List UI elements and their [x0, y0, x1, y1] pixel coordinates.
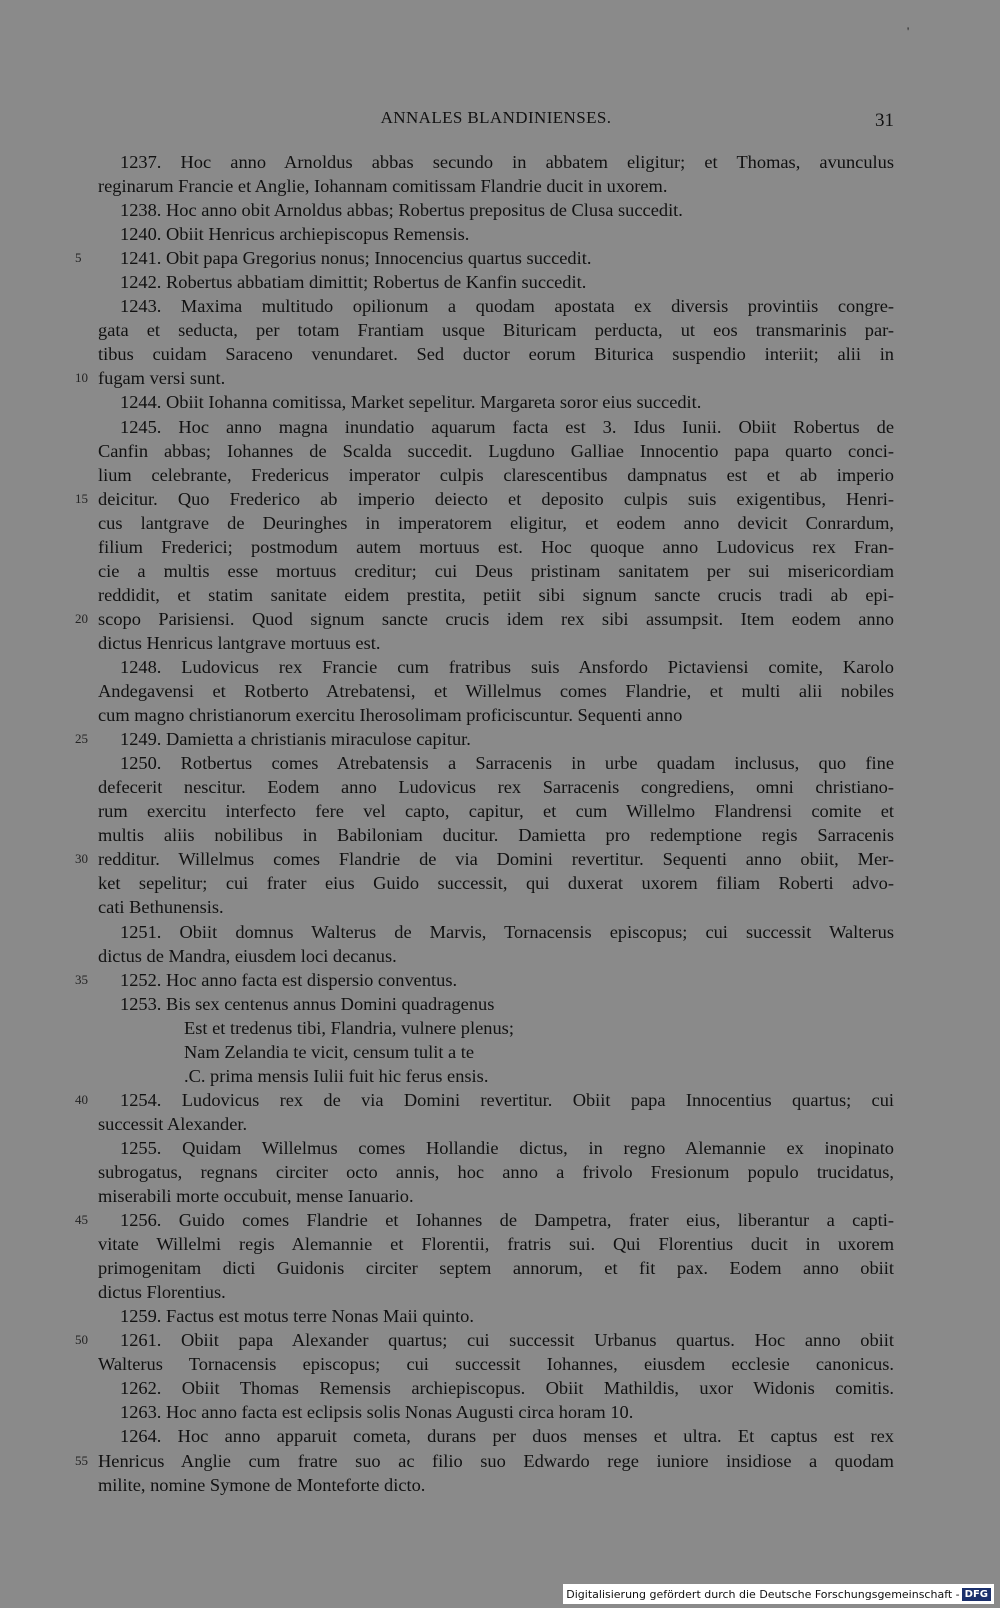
text-line — [98, 1424, 894, 1448]
line-text: 1238. Hoc anno obit Arnoldus abbas; Robertus prepositus de Clusa succedit. — [120, 200, 683, 221]
line-text: 1263. Hoc anno facta est eclipsis solis Nonas Augusti circa horam 10. — [120, 1402, 634, 1423]
text-line — [98, 703, 894, 727]
line-text: 1251. Obiit domnus Walterus de Marvis, Tornacensis episcopus; cui successit Walterus — [120, 921, 894, 942]
line-number: 45 — [75, 1212, 88, 1228]
text-line — [98, 1136, 894, 1160]
line-number: 20 — [75, 610, 88, 626]
line-text: 1250. Rotbertus comes Atrebatensis a Sarracenis in urbe quadam inclusus, quo fine — [120, 753, 894, 774]
text-line — [75, 1088, 894, 1112]
text-line — [98, 222, 894, 246]
running-header — [98, 108, 894, 134]
line-text: Nam Zelandia te vicit, censum tulit a te — [184, 1041, 475, 1062]
text-line — [98, 1280, 894, 1304]
annals-text — [75, 150, 894, 1497]
line-text: multis aliis nobilibus in Babiloniam ducitur. Damietta pro redemptione regis Sarracenis — [98, 825, 894, 846]
text-line — [98, 511, 894, 535]
line-text: dictus de Mandra, eiusdem loci decanus. — [98, 945, 397, 966]
line-text: lium celebrante, Fredericus imperator culpis clarescentibus dampnatus est et ab imperio — [98, 464, 894, 485]
line-text: rum exercitu interfecto fere vel capto, capitur, et cum Willelmo Flandrensi comite et — [98, 801, 894, 822]
text-line — [98, 992, 894, 1016]
line-text: 1245. Hoc anno magna inundatio aquarum facta est 3. Idus Iunii. Obiit Robertus de — [120, 416, 894, 437]
line-text: 1237. Hoc anno Arnoldus abbas secundo in abbatem eligitur; et Thomas, avunculus — [120, 152, 894, 172]
line-text: cie a multis esse mortuus creditur; cui Deus pristinam sanitatem per sui misericordiam — [98, 560, 894, 581]
text-line — [75, 1328, 894, 1352]
line-number: 25 — [75, 731, 88, 747]
line-text: miserabili morte occubuit, mense Ianuario. — [98, 1186, 414, 1207]
text-line — [75, 1449, 894, 1473]
line-text: reddidit, et statim sanitate eidem prestita, petiit sibi signum sancte crucis tradi ab epi- — [98, 584, 894, 605]
text-line — [98, 1184, 894, 1208]
line-text: 1256. Guido comes Flandrie et Iohannes de Dampetra, frater eius, liberantur a capti- — [120, 1210, 894, 1231]
line-text: .C. prima mensis Iulii fuit hic ferus ensis. — [184, 1065, 489, 1086]
text-line — [75, 607, 894, 631]
line-text: Henricus Anglie cum fratre suo ac filio suo Edwardo rege iuniore insidiose a quodam — [98, 1450, 894, 1471]
line-number: 10 — [75, 370, 88, 386]
line-text: milite, nomine Symone de Monteforte dicto. — [98, 1474, 426, 1495]
line-text: 1244. Obiit Iohanna comitissa, Market sepelitur. Margareta soror eius succedit. — [120, 392, 702, 413]
line-text: 1259. Factus est motus terre Nonas Maii quinto. — [120, 1306, 474, 1327]
text-line — [75, 1208, 894, 1232]
line-text: reginarum Francie et Anglie, Iohannam comitissam Flandrie ducit in uxorem. — [98, 176, 668, 197]
line-text: tibus cuidam Saraceno venundaret. Sed ductor eorum Biturica suspendio interiit; alii in — [98, 344, 894, 365]
text-line — [75, 246, 894, 270]
line-text: Andegavensi et Rotberto Atrebatensi, et Willelmus comes Flandrie, et multi alii nobiles — [98, 681, 894, 702]
text-line — [98, 342, 894, 366]
text-line — [98, 583, 894, 607]
corner-mark: ' — [907, 24, 910, 38]
text-line — [98, 559, 894, 583]
line-text: dictus Florentius. — [98, 1282, 226, 1303]
line-text: 1262. Obiit Thomas Remensis archiepiscopus. Obiit Mathildis, uxor Widonis comitis. — [120, 1378, 894, 1399]
line-text: gata et seducta, per totam Frantiam usque Bituricam perducta, ut eos transmarinis par- — [98, 320, 894, 341]
line-text: 1254. Ludovicus rex de via Domini revertitur. Obiit papa Innocentius quartus; cui — [120, 1089, 894, 1110]
text-line — [98, 895, 894, 919]
dfg-logo: DFG — [962, 1588, 991, 1601]
line-text: fugam versi sunt. — [98, 368, 226, 389]
text-line — [75, 487, 894, 511]
text-line — [98, 1352, 894, 1376]
text-line — [98, 1304, 894, 1328]
text-line — [98, 679, 894, 703]
text-line — [98, 1256, 894, 1280]
line-text: 1242. Robertus abbatiam dimittit; Robertus de Kanfin succedit. — [120, 272, 587, 293]
line-text: Walterus Tornacensis episcopus; cui successit Iohannes, eiusdem ecclesie canonicus. — [98, 1354, 894, 1375]
line-text: 1248. Ludovicus rex Francie cum fratribus suis Ansfordo Pictaviensi comite, Karolo — [120, 656, 894, 677]
text-line — [98, 871, 894, 895]
line-number: 15 — [75, 490, 88, 506]
text-line — [98, 198, 894, 222]
line-text: 1255. Quidam Willelmus comes Hollandie dictus, in regno Alemannie ex inopinato — [120, 1137, 894, 1158]
line-text: defecerit nescitur. Eodem anno Ludovicus rex Sarracenis congrediens, omni christiano- — [98, 777, 894, 798]
text-line — [98, 415, 894, 439]
page-number: 31 — [875, 110, 894, 131]
line-text: 1261. Obiit papa Alexander quartus; cui successit Urbanus quartus. Hoc anno obiit — [120, 1330, 894, 1351]
line-text: 1253. Bis sex centenus annus Domini quadragenus — [120, 993, 495, 1014]
line-number: 50 — [75, 1332, 88, 1348]
text-line — [98, 751, 894, 775]
credit-text: Digitalisierung gefördert durch die Deutsche Forschungsgemeinschaft - — [566, 1587, 960, 1601]
line-text: 1240. Obiit Henricus archiepiscopus Remensis. — [120, 224, 470, 245]
text-line — [98, 318, 894, 342]
line-text: scopo Parisiensi. Quod signum sancte crucis idem rex sibi assumpsit. Item eodem anno — [98, 608, 894, 629]
line-text: 1249. Damietta a christianis miraculose capitur. — [120, 729, 471, 750]
text-line — [75, 366, 894, 390]
line-text: 1252. Hoc anno facta est dispersio conventus. — [120, 969, 458, 990]
running-title: ANNALES BLANDINIENSES. — [380, 108, 612, 127]
text-line — [98, 655, 894, 679]
line-text: successit Alexander. — [98, 1113, 248, 1134]
line-number: 55 — [75, 1452, 88, 1468]
line-text: 1241. Obit papa Gregorius nonus; Innocencius quartus succedit. — [120, 248, 592, 269]
text-line — [75, 727, 894, 751]
text-line — [98, 631, 894, 655]
text-line — [98, 439, 894, 463]
text-line — [75, 847, 894, 871]
text-line — [98, 944, 894, 968]
line-text: vitate Willelmi regis Alemannie et Florentii, fratris sui. Qui Florentius ducit in uxorem — [98, 1234, 894, 1255]
text-line — [98, 294, 894, 318]
text-line — [98, 1473, 894, 1497]
text-line — [98, 270, 894, 294]
line-text: 1243. Maxima multitudo opilionum a quodam apostata ex diversis provintiis congre- — [120, 296, 894, 317]
line-text: redditur. Willelmus comes Flandrie de via Domini revertitur. Sequenti anno obiit, Mer- — [98, 849, 894, 870]
line-text: filium Frederici; postmodum autem mortuus est. Hoc quoque anno Ludovicus rex Fran- — [98, 536, 894, 557]
text-line — [98, 823, 894, 847]
line-number: 30 — [75, 851, 88, 867]
line-text: cati Bethunensis. — [98, 897, 224, 918]
text-line — [98, 1040, 894, 1064]
line-text: primogenitam dicti Guidonis circiter septem annorum, et fit pax. Eodem anno obiit — [98, 1258, 894, 1279]
line-text: 1264. Hoc anno apparuit cometa, durans per duos menses et ultra. Et captus est rex — [120, 1426, 894, 1447]
text-line — [98, 1064, 894, 1088]
text-line — [98, 1400, 894, 1424]
line-number: 5 — [75, 250, 82, 266]
text-line — [98, 1112, 894, 1136]
text-line — [98, 150, 894, 174]
line-text: Canfin abbas; Iohannes de Scalda succedit. Lugduno Galliae Innocentio papa quarto conci- — [98, 440, 894, 461]
line-text: Est et tredenus tibi, Flandria, vulnere plenus; — [184, 1017, 514, 1038]
line-text: ket sepelitur; cui frater eius Guido successit, qui duxerat uxorem filiam Roberti advo- — [98, 873, 894, 894]
text-line — [98, 463, 894, 487]
text-line — [98, 535, 894, 559]
line-text: cus lantgrave de Deuringhes in imperatorem eligitur, et eodem anno devicit Conrardum, — [98, 512, 894, 533]
line-text: dictus Henricus lantgrave mortuus est. — [98, 632, 381, 653]
text-line — [98, 390, 894, 414]
text-line — [98, 1232, 894, 1256]
text-line — [98, 920, 894, 944]
line-number: 40 — [75, 1091, 88, 1107]
text-line — [98, 174, 894, 198]
line-text: subrogatus, regnans circiter octo annis, hoc anno a frivolo Fresionum populo trucidatus, — [98, 1161, 894, 1182]
line-text: deicitur. Quo Frederico ab imperio deiecto et deposito culpis suis exigentibus, Henri- — [98, 488, 894, 509]
line-text: cum magno christianorum exercitu Iherosolimam proficiscuntur. Sequenti anno — [98, 705, 683, 726]
text-line — [98, 1016, 894, 1040]
text-line — [98, 1160, 894, 1184]
text-line — [98, 799, 894, 823]
digitization-credit — [563, 1584, 994, 1604]
text-line — [75, 968, 894, 992]
text-line — [98, 775, 894, 799]
text-line — [98, 1376, 894, 1400]
line-number: 35 — [75, 971, 88, 987]
